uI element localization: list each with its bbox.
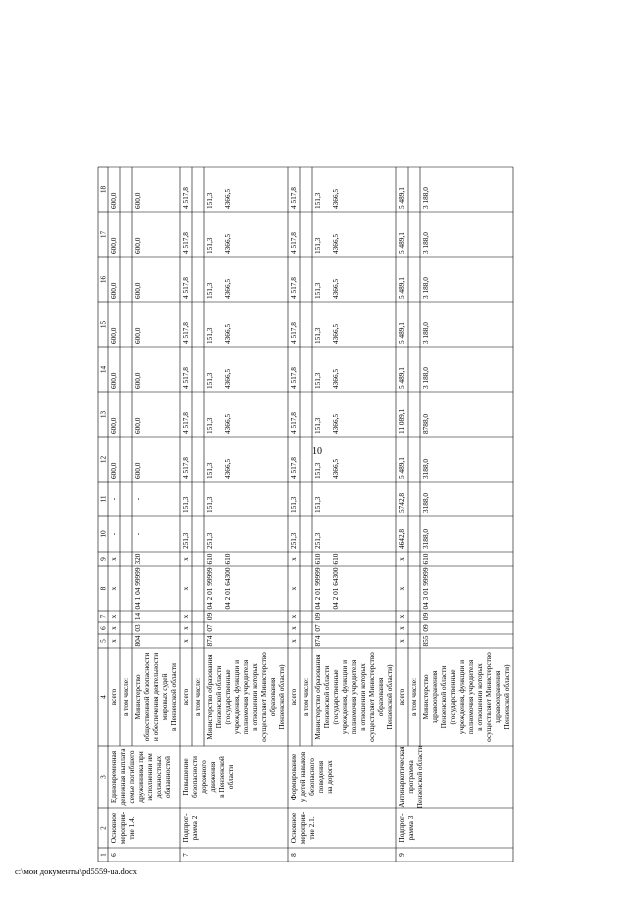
measure-type: Основное xyxy=(109,812,118,844)
cell-value: 4 517,8 xyxy=(181,232,190,254)
executor-text: в отношении которых xyxy=(475,663,484,731)
budget-table xyxy=(96,20,616,862)
executor-text: осуществляет Министерство xyxy=(484,652,493,742)
header-number: 10 xyxy=(98,530,108,538)
cell-value: 151,3 xyxy=(205,327,214,344)
cell-value: x xyxy=(289,614,298,619)
cell-value: 4 517,8 xyxy=(289,457,298,479)
executor-text: Министерство образования xyxy=(313,654,322,740)
cell-value: 4 517,8 xyxy=(289,277,298,299)
cell-value: 4 517,8 xyxy=(181,412,190,434)
cell-value: 4366,5 xyxy=(223,278,232,299)
header-number: 6 xyxy=(98,626,108,630)
cell-value: 320 xyxy=(133,553,142,565)
header-number: 12 xyxy=(98,455,108,464)
cell-value: 251,3 xyxy=(313,532,322,549)
cell-value: - xyxy=(109,532,118,536)
cell-value: x xyxy=(397,614,406,619)
executor-text: учреждения, функции и xyxy=(340,659,349,735)
executor-text: Пензенской области) xyxy=(502,664,511,730)
cell-value: 3 188,0 xyxy=(421,187,430,209)
executor-text: в том числе: xyxy=(409,677,418,717)
cell-value: 5 489,1 xyxy=(397,457,406,479)
cell-value: x xyxy=(109,614,118,619)
executor-text: полномочия учредителя xyxy=(349,659,358,735)
cell-value: 3 188,0 xyxy=(421,367,430,389)
cell-value: 3 188,0 xyxy=(421,322,430,344)
executor-text: Министерство xyxy=(421,674,430,720)
header-number: 14 xyxy=(98,365,108,374)
executor-text: образования xyxy=(376,677,385,717)
cell-value: x xyxy=(397,586,406,591)
cell-value: 874 xyxy=(205,635,214,647)
cell-value: 610 xyxy=(331,553,340,565)
cell-value: 610 xyxy=(313,553,322,565)
measure-type: рамма 3 xyxy=(406,815,415,841)
measure-name: на дорогах xyxy=(325,760,334,794)
cell-value: 151,3 xyxy=(205,282,214,299)
cell-value: 251,3 xyxy=(181,532,190,549)
cell-value: 07 xyxy=(313,624,322,632)
cell-value: 4366,5 xyxy=(331,368,340,389)
executor-text: Пензенской области) xyxy=(385,664,394,730)
cell-value: 151,3 xyxy=(313,417,322,434)
cell-value: 4 517,8 xyxy=(181,277,190,299)
cell-value: 8788,0 xyxy=(421,413,430,434)
cell-value: x xyxy=(181,557,190,561)
cell-value: 04 3 01 99999 xyxy=(421,567,430,610)
executor-text: учреждения, функции и xyxy=(232,659,241,735)
cell-value: - xyxy=(133,532,142,536)
measure-name: Формирование xyxy=(289,753,298,801)
cell-value: 4366,5 xyxy=(223,233,232,254)
executor-text: всего xyxy=(397,688,406,706)
cell-value: 4366,5 xyxy=(331,278,340,299)
cell-value: 4366,5 xyxy=(331,323,340,344)
measure-name: денежная выплата xyxy=(118,748,127,806)
cell-value: x xyxy=(289,626,298,630)
measure-name: исполнении им xyxy=(145,753,154,801)
cell-value: 151,3 xyxy=(313,496,322,513)
cell-value: 151,3 xyxy=(313,282,322,299)
cell-value: 5 489,1 xyxy=(397,232,406,254)
header-number: 16 xyxy=(98,275,108,284)
header-number: 13 xyxy=(98,410,108,419)
executor-text: всего xyxy=(289,688,298,706)
cell-value: 4 517,8 xyxy=(289,232,298,254)
header-number: 9 xyxy=(98,557,108,561)
measure-name: Антинаркотическая xyxy=(397,746,406,808)
executor-text: и обеспечения деятельности xyxy=(151,652,160,742)
cell-value: 4 517,8 xyxy=(289,322,298,344)
file-path-footer: c:\мои документы\pd5559-ua.docx xyxy=(15,866,138,876)
cell-value: 03 xyxy=(133,624,142,632)
cell-value: 5 489,1 xyxy=(397,187,406,209)
cell-value: x xyxy=(289,557,298,561)
cell-value: 3188,0 xyxy=(421,458,430,479)
cell-value: 874 xyxy=(313,635,322,647)
cell-value: 11 089,1 xyxy=(397,408,406,434)
cell-value: 04 1 04 99999 xyxy=(133,567,142,610)
cell-value: x xyxy=(181,639,190,643)
header-number: 18 xyxy=(98,185,108,194)
measure-name: Повышение xyxy=(181,758,190,796)
cell-value: 4366,5 xyxy=(223,368,232,389)
cell-value: x xyxy=(181,586,190,591)
header-number: 15 xyxy=(98,320,108,329)
measure-name: дорожного xyxy=(199,760,208,794)
measure-name: программа xyxy=(406,760,415,794)
measure-type: Подпрог- xyxy=(181,813,190,843)
cell-value: 600,0 xyxy=(109,327,118,344)
cell-value: 151,3 xyxy=(181,496,190,513)
measure-name: Пензенской области xyxy=(415,745,424,809)
executor-text: в том числе: xyxy=(193,677,202,717)
cell-value: 600,0 xyxy=(109,417,118,434)
cell-value: x xyxy=(397,639,406,643)
cell-value: 4366,5 xyxy=(223,323,232,344)
measure-name: семье погибшего xyxy=(127,750,136,804)
cell-value: 151,3 xyxy=(205,237,214,254)
header-number: 7 xyxy=(98,614,108,619)
cell-value: 07 xyxy=(205,624,214,632)
cell-value: 5 489,1 xyxy=(397,277,406,299)
cell-value: 3188,0 xyxy=(421,528,430,549)
cell-value: 251,3 xyxy=(205,532,214,549)
row-number: 9 xyxy=(397,853,406,857)
measure-name: дружинника при xyxy=(136,751,145,803)
cell-value: 151,3 xyxy=(313,372,322,389)
cell-value: 4 517,8 xyxy=(181,322,190,344)
cell-value: 251,3 xyxy=(289,532,298,549)
executor-text: в Пензенской области xyxy=(169,663,178,731)
cell-value: 04 2 01 64300 xyxy=(331,567,340,610)
cell-value: 09 xyxy=(421,612,430,621)
measure-name: в Пензенской xyxy=(217,756,226,798)
cell-value: 151,3 xyxy=(313,192,322,209)
row-number: 8 xyxy=(289,853,298,857)
cell-value: 3 188,0 xyxy=(421,232,430,254)
cell-value: 04 2 01 99999 xyxy=(205,567,214,610)
executor-text: всего xyxy=(109,688,118,706)
cell-value: 4 517,8 xyxy=(289,367,298,389)
cell-value: x xyxy=(109,639,118,643)
executor-text: Пензенской области xyxy=(214,665,223,729)
cell-value: 4 517,8 xyxy=(181,367,190,389)
cell-value: 4642,8 xyxy=(397,528,406,549)
executor-text: здравоохранения xyxy=(430,670,439,724)
cell-value: 600,0 xyxy=(109,462,118,479)
executor-text: общественной безопасности xyxy=(142,652,151,742)
cell-value: 600,0 xyxy=(133,372,142,389)
cell-value: x xyxy=(109,626,118,630)
executor-text: в отношении которых xyxy=(358,663,367,731)
measure-type: мероприя- xyxy=(118,811,127,845)
cell-value: 600,0 xyxy=(109,372,118,389)
measure-name: у детей навыков xyxy=(298,751,307,803)
cell-value: 610 xyxy=(421,553,430,565)
executor-text: Пензенской области) xyxy=(277,664,286,730)
cell-value: 5 489,1 xyxy=(397,367,406,389)
header-number: 4 xyxy=(98,695,108,699)
cell-value: 151,3 xyxy=(289,496,298,513)
cell-value: 4 517,8 xyxy=(289,412,298,434)
cell-value: 600,0 xyxy=(109,282,118,299)
executor-text: (государственные xyxy=(331,669,340,725)
row-number: 7 xyxy=(181,853,190,857)
cell-value: x xyxy=(289,586,298,591)
cell-value: 151,3 xyxy=(313,462,322,479)
header-number: 5 xyxy=(98,639,108,643)
cell-value: 600,0 xyxy=(109,192,118,209)
cell-value: 09 xyxy=(313,612,322,621)
cell-value: 610 xyxy=(205,553,214,565)
executor-text: всего xyxy=(181,688,190,706)
executor-text: Пензенской области xyxy=(322,665,331,729)
cell-value: 4 517,8 xyxy=(181,187,190,209)
cell-value: 04 2 01 99999 xyxy=(313,567,322,610)
measure-type: тие 2.1. xyxy=(307,816,316,840)
header-number: 3 xyxy=(98,775,108,779)
cell-value: - xyxy=(133,497,142,501)
executor-text: мировых судей xyxy=(160,673,169,721)
measure-name: безопасного xyxy=(307,758,316,796)
header-number: 8 xyxy=(98,586,108,591)
cell-value: 09 xyxy=(205,612,214,621)
measure-type: Подпрог- xyxy=(397,813,406,843)
cell-value: 151,3 xyxy=(205,192,214,209)
cell-value: 4 517,8 xyxy=(181,457,190,479)
cell-value: x xyxy=(397,626,406,630)
executor-text: здравоохранения xyxy=(493,670,502,724)
cell-value: 4366,5 xyxy=(331,458,340,479)
cell-value: 804 xyxy=(133,635,142,647)
executor-text: осуществляет Министерство xyxy=(259,652,268,742)
measure-name: области xyxy=(226,764,235,790)
cell-value: 151,3 xyxy=(313,237,322,254)
measure-type: рамма 2 xyxy=(190,815,199,841)
cell-value: 151,3 xyxy=(205,372,214,389)
cell-value: 4366,5 xyxy=(223,188,232,209)
cell-value: 3 188,0 xyxy=(421,277,430,299)
cell-value: x xyxy=(181,614,190,619)
cell-value: 151,3 xyxy=(205,417,214,434)
cell-value: 4366,5 xyxy=(331,413,340,434)
header-number: 17 xyxy=(98,230,108,239)
cell-value: 4 517,8 xyxy=(289,187,298,209)
cell-value: 600,0 xyxy=(133,417,142,434)
cell-value: 4366,5 xyxy=(331,233,340,254)
cell-value: 151,3 xyxy=(205,496,214,513)
cell-value: x xyxy=(289,639,298,643)
budget-table-grid xyxy=(96,20,616,862)
cell-value: 600,0 xyxy=(133,282,142,299)
cell-value: - xyxy=(109,497,118,501)
cell-value: 4366,5 xyxy=(223,458,232,479)
cell-value: 600,0 xyxy=(133,327,142,344)
executor-text: Министерство образования xyxy=(205,654,214,740)
executor-text: (государственные xyxy=(448,669,457,725)
executor-text: учреждения, функции и xyxy=(457,659,466,735)
cell-value: 855 xyxy=(421,635,430,647)
cell-value: 3188,0 xyxy=(421,492,430,513)
executor-text: Министерство xyxy=(133,674,142,720)
measure-name: движения xyxy=(208,761,217,793)
cell-value: x xyxy=(181,626,190,630)
cell-value: 600,0 xyxy=(133,237,142,254)
cell-value: 4366,5 xyxy=(223,413,232,434)
executor-text: осуществляет Министерство xyxy=(367,652,376,742)
cell-value: 04 2 01 64300 xyxy=(223,567,232,610)
measure-name: Единовременная xyxy=(109,750,118,804)
page-number: 10 xyxy=(312,446,322,457)
header-number: 11 xyxy=(98,495,108,503)
measure-name: безопасности xyxy=(190,756,199,798)
executor-text: (государственные xyxy=(223,669,232,725)
measure-type: мероприя- xyxy=(298,811,307,845)
cell-value: 4366,5 xyxy=(331,188,340,209)
executor-text: полномочия учредителя xyxy=(466,659,475,735)
cell-value: 5742,8 xyxy=(397,492,406,513)
cell-value: 600,0 xyxy=(109,237,118,254)
cell-value: x xyxy=(109,586,118,591)
header-number: 1 xyxy=(98,853,108,857)
executor-text: полномочия учредителя xyxy=(241,659,250,735)
measure-name: поведения xyxy=(316,760,325,794)
header-number: 2 xyxy=(98,826,108,830)
measure-type: Основное xyxy=(289,812,298,844)
cell-value: 610 xyxy=(223,553,232,565)
executor-text: в отношении которых xyxy=(250,663,259,731)
row-number: 6 xyxy=(109,853,118,857)
executor-text: в том числе: xyxy=(301,677,310,717)
measure-type: тие 1.4. xyxy=(127,816,136,840)
cell-value: 600,0 xyxy=(133,462,142,479)
cell-value: 14 xyxy=(133,612,142,621)
cell-value: 600,0 xyxy=(133,192,142,209)
cell-value: 09 xyxy=(421,624,430,632)
measure-name: должностных xyxy=(154,755,163,799)
cell-value: 5 489,1 xyxy=(397,322,406,344)
cell-value: x xyxy=(397,557,406,561)
cell-value: 151,3 xyxy=(205,462,214,479)
executor-text: Пензенской области xyxy=(439,665,448,729)
executor-text: образования xyxy=(268,677,277,717)
cell-value: x xyxy=(109,557,118,561)
measure-name: обязанностей xyxy=(163,756,172,798)
cell-value: 151,3 xyxy=(313,327,322,344)
executor-text: в том числе: xyxy=(121,677,130,717)
